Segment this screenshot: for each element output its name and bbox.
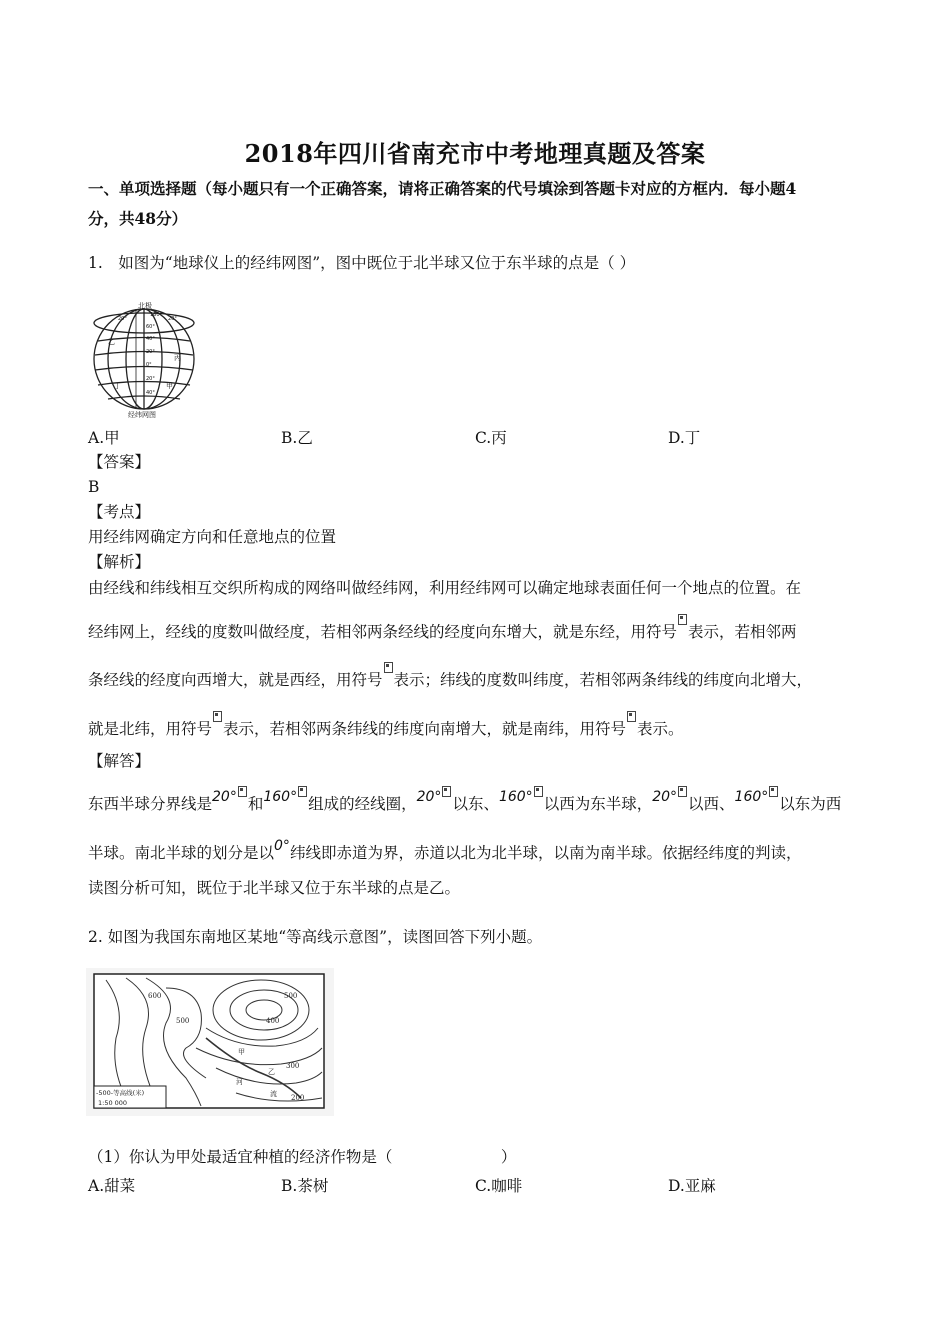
symbol-icon [534,786,543,797]
degree-20: 20° [652,789,678,805]
contour-label: 300 [286,1062,300,1070]
section-heading-line1: 一、单项选择题（每小题只有一个正确答案，请将正确答案的代号填涂到答题卡对应的方框内．每小题4 [88,179,797,198]
contour-map-figure [86,968,334,1116]
analysis-line: 由经线和纬线相互交织所构成的网络叫做经纬网，利用经纬网可以确定地球表面任何一个地点的位置。在 [88,579,802,597]
globe-point-label: 甲 [166,382,173,390]
question-1-stem: 1. 如图为“地球仪上的经纬网图”，图中既位于北半球又位于东半球的点是（ ） [88,254,636,272]
contour-label: 200 [291,1094,305,1102]
globe-point-label: 乙 [108,338,115,346]
option-b: B.乙 [281,429,313,447]
point-value: 用经纬网确定方向和任意地点的位置 [88,528,337,546]
sub1-option-c: C.咖啡 [475,1177,523,1195]
globe-figure [88,300,200,418]
contour-label: 600 [148,992,162,1000]
globe-tick-label: 40° [146,336,155,342]
option-a: A.甲 [88,429,120,447]
globe-tick-label: 40° [146,390,155,396]
globe-top-label: 北极 [138,302,152,310]
analysis-text: 表示。 [637,720,684,738]
river-label: 河 [236,1078,243,1086]
solution-text: 以东、 [452,795,499,813]
degree-160: 160° [734,789,769,805]
globe-point-label: 丁 [114,382,121,390]
solution-text: 东西半球分界线是 [88,795,213,813]
globe-tick-label: 20° [146,349,155,355]
analysis-text: 经纬网上，经线的度数叫做经度，若相邻两条经线的经度向东增大，就是东经，用符号 [88,623,678,641]
solution-text: 纬线即赤道为界，赤道以北为北半球，以南为南半球。依据经纬度的判读， [289,844,802,862]
page-title: 2018年四川省南充市中考地理真题及答案 [244,139,706,168]
analysis-header: 【解析】 [88,553,151,571]
legend-scale: 1:50 000 [98,1099,128,1107]
option-c: C.丙 [475,429,507,447]
degree-160: 160° [263,789,298,805]
sub1-option-b: B.茶树 [281,1177,329,1195]
solution-line: 读图分析可知，既位于北半球又位于东半球的点是乙。 [88,879,461,897]
globe-graticule-image [88,300,200,418]
analysis-text: 条经线的经度向西增大，就是西经，用符号 [88,671,383,689]
symbol-icon [213,711,222,722]
analysis-line [88,662,812,690]
solution-text: 以东为西 [779,795,842,813]
solution-text: 以西、 [688,795,735,813]
contour-label: 400 [266,1017,280,1025]
analysis-text: 表示，若相邻两 [688,623,797,641]
symbol-icon [678,614,687,625]
sub1-option-d: D.亚麻 [668,1177,716,1195]
question-2-stem: 2. 如图为我国东南地区某地“等高线示意图”，读图回答下列小题。 [88,928,543,946]
analysis-line [88,614,797,642]
degree-20: 20° [416,789,442,805]
point-yi-label: 乙 [268,1068,275,1076]
degree-20: 20° [212,789,237,805]
analysis-text: 就是北纬，用符号 [88,720,213,738]
symbol-icon [298,786,307,797]
analysis-text: 表示；纬线的度数叫纬度，若相邻两条纬线的纬度向北增大， [393,671,813,689]
symbol-icon [627,711,636,722]
globe-meridian-label: 20° [118,316,127,322]
globe-tick-label: 0° [146,362,152,368]
globe-bottom-label: 经纬网图 [128,411,156,418]
globe-tick-label: 20° [146,376,155,382]
solution-text: 组成的经线圈， [308,795,417,813]
globe-point-label: 丙 [174,354,181,362]
solution-line [88,838,801,863]
answer-header: 【答案】 [88,453,151,471]
solution-line [88,786,841,814]
solution-text: 半球。南北半球的划分是以 [88,844,275,862]
contour-map-image [86,968,334,1116]
degree-0: 0° [274,838,290,854]
symbol-icon [442,786,451,797]
point-header: 【考点】 [88,503,151,521]
river-label: 流 [270,1090,277,1098]
option-d: D.丁 [668,429,701,447]
sub-question-1: （1）你认为甲处最适宜种植的经济作物是（ ） [88,1148,517,1166]
answer-value: B [88,478,100,496]
globe-meridian-label: 160° [150,312,163,318]
analysis-line [88,711,684,739]
contour-label: 500 [176,1017,190,1025]
globe-meridian-label: 20° [168,316,177,322]
analysis-text: 表示，若相邻两条纬线的纬度向南增大，就是南纬，用符号 [223,720,627,738]
symbol-icon [769,786,778,797]
point-jia-label: 甲 [238,1048,245,1056]
symbol-icon [678,786,687,797]
solution-text: 以西为东半球， [543,795,653,813]
sub1-option-a: A.甜菜 [88,1177,136,1195]
solution-text: 和 [247,795,264,813]
legend-contour: -500-等高线(米) [96,1089,145,1097]
degree-160: 160° [498,789,533,805]
contour-label: 500 [284,992,298,1000]
section-heading-line2: 分，共48分） [88,209,188,228]
solution-header: 【解答】 [88,752,151,770]
symbol-icon [384,662,393,673]
section-heading [88,174,863,234]
globe-tick-label: 60° [146,324,155,330]
symbol-icon [238,786,247,797]
